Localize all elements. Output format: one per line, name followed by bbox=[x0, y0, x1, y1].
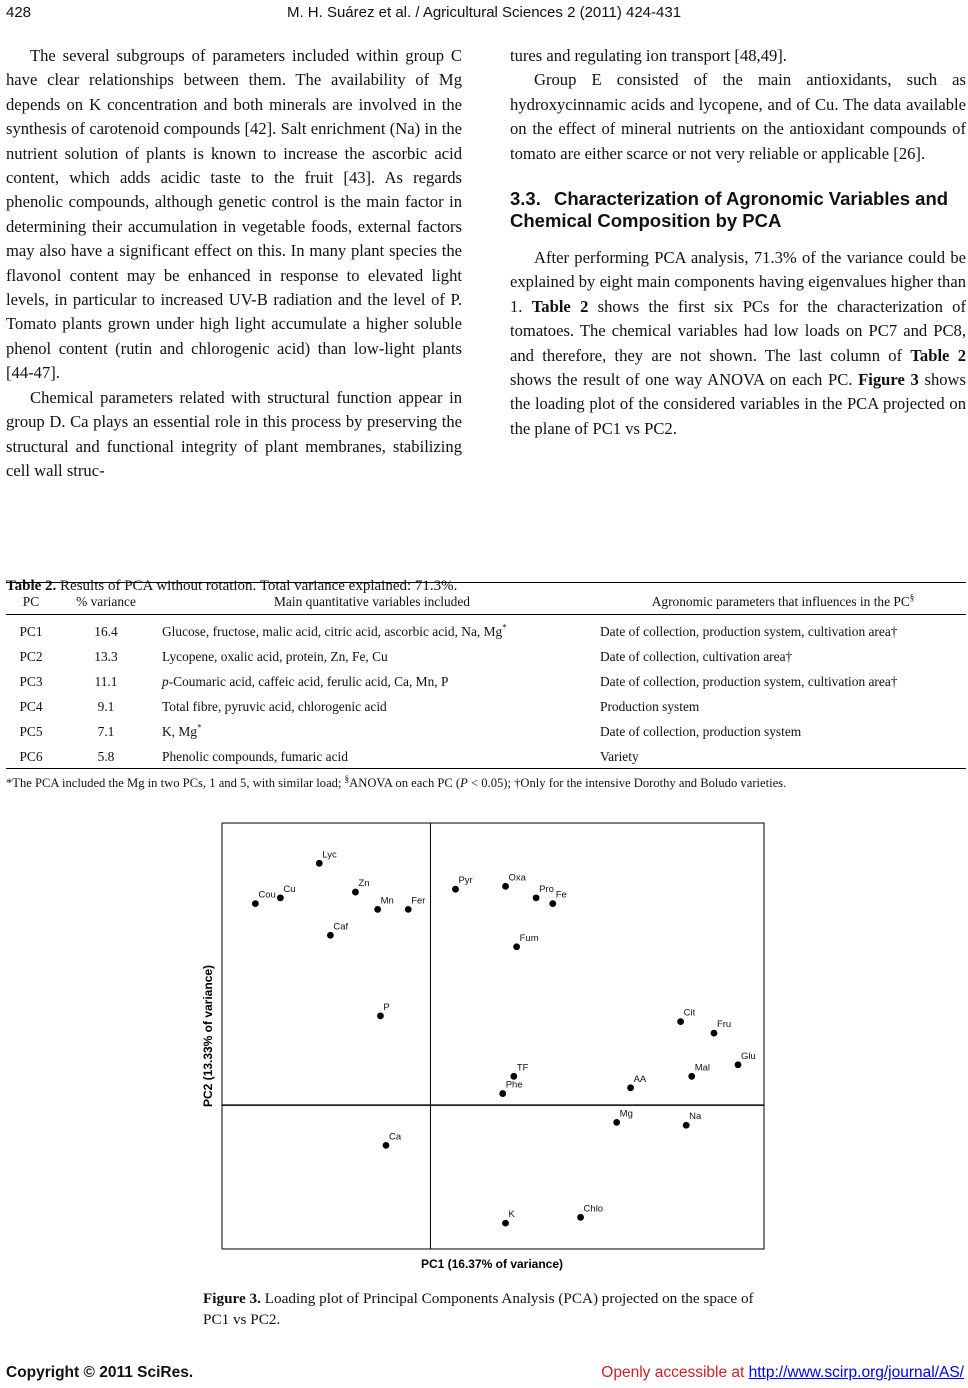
point-aa bbox=[627, 1084, 634, 1091]
cell-sup: * bbox=[502, 622, 507, 633]
cell-agronomic: Date of collection, production system bbox=[600, 724, 802, 739]
point-label-zn: Zn bbox=[358, 878, 370, 890]
point-k bbox=[502, 1220, 509, 1227]
point-oxa bbox=[502, 883, 509, 890]
cell-variance: 11.1 bbox=[94, 674, 118, 689]
cell-pc: PC1 bbox=[19, 624, 43, 639]
left-column bbox=[6, 44, 462, 483]
table-header-rule bbox=[6, 614, 966, 615]
header-main-variables: Main quantitative variables included bbox=[274, 594, 470, 609]
table-row bbox=[6, 695, 966, 720]
table-ref-2[interactable]: Table 2 bbox=[910, 345, 966, 365]
point-fru bbox=[711, 1030, 718, 1037]
point-label-cu: Cu bbox=[283, 883, 296, 895]
cell-agronomic: Date of collection, cultivation area† bbox=[600, 649, 793, 664]
point-fer bbox=[405, 906, 412, 913]
cell-main-text: K, Mg bbox=[162, 724, 197, 739]
point-label-mg: Mg bbox=[619, 1108, 633, 1120]
header-agronomic-text: Agronomic parameters that influences in the PC bbox=[651, 594, 910, 609]
point-fe bbox=[549, 900, 556, 907]
section-title: Characterization of Agronomic Variables and Chemical Composition by PCA bbox=[510, 188, 949, 232]
y-axis-label: PC2 (13.33% of variance) bbox=[201, 964, 215, 1108]
point-label-fe: Fe bbox=[555, 889, 567, 901]
cell-main-text: Lycopene, oxalic acid, protein, Zn, Fe, Cu bbox=[162, 649, 388, 664]
point-label-cou: Cou bbox=[258, 889, 276, 901]
cell-main-variables bbox=[162, 624, 507, 640]
cell-pc: PC4 bbox=[19, 699, 43, 714]
point-p bbox=[377, 1012, 384, 1019]
point-label-pyr: Pyr bbox=[458, 875, 473, 887]
table-row bbox=[6, 670, 966, 695]
header-variance: % variance bbox=[76, 594, 136, 609]
running-title: M. H. Suárez et al. / Agricultural Sciences 2 (2011) 424-431 bbox=[286, 4, 682, 21]
table-header-row bbox=[6, 590, 966, 615]
page-number: 428 bbox=[6, 4, 32, 21]
paragraph-group-e: Group E consisted of the main antioxidants, such as hydroxycinnamic acids and lycopene, and of Cu. The data available on the effect of mineral nutrients on the antioxidant compounds of tomato are either scarce or not very reliable or applicable [26]. bbox=[510, 70, 966, 163]
cell-agronomic: Variety bbox=[600, 749, 639, 764]
cell-sup: * bbox=[196, 722, 202, 733]
page-header bbox=[0, 0, 968, 26]
cell-pc: PC6 bbox=[19, 749, 43, 764]
point-lyc bbox=[316, 860, 323, 867]
paragraph-continuation: tures and regulating ion transport [48,49]. bbox=[510, 46, 787, 65]
pca-text-d: shows the loading plot of the considered variables in the PCA projected on the plane of PC1 vs PC2. bbox=[510, 370, 966, 438]
right-column bbox=[510, 44, 966, 441]
paragraph-pca bbox=[510, 246, 966, 441]
figure-caption bbox=[203, 1288, 783, 1330]
table-caption-text: Results of PCA without rotation. Total variance explained: 71.3%. bbox=[56, 578, 458, 594]
pca-text-c: shows the result of one way ANOVA on each PC. bbox=[510, 370, 859, 390]
table-row bbox=[6, 645, 966, 670]
pca-loading-plot bbox=[200, 818, 770, 1278]
point-label-mal: Mal bbox=[694, 1062, 711, 1074]
cell-main-variables bbox=[162, 724, 201, 740]
point-label-fer: Fer bbox=[411, 895, 426, 907]
figure-caption-text: Loading plot of Principal Components Analysis (PCA) projected on the space of PC1 vs PC2. bbox=[203, 1290, 754, 1328]
figure-ref[interactable]: Figure 3 bbox=[858, 370, 919, 390]
note-sup: § bbox=[344, 773, 350, 784]
cell-main-italic: p bbox=[162, 674, 169, 689]
point-label-mn: Mn bbox=[380, 895, 394, 907]
point-mg bbox=[613, 1119, 620, 1126]
section-heading bbox=[510, 188, 966, 232]
cell-agronomic: Production system bbox=[600, 699, 700, 714]
cell-agronomic: Date of collection, production system, cultivation area† bbox=[600, 674, 898, 689]
pca-text-b: shows the first six PCs for the characterization of tomatoes. The chemical variables had low loads on PC7 and PC8, and therefore, they are not shown. The last column of bbox=[510, 296, 967, 365]
cell-variance: 13.3 bbox=[94, 649, 118, 664]
paragraph-group-d: Chemical parameters related with structural function appear in group D. Ca plays an essential role in this process by preserving the structural and functional integrity of plant membranes, stabilizing cell wall struc- bbox=[6, 387, 462, 480]
copyright: Copyright © 2011 SciRes. bbox=[6, 1364, 194, 1381]
note-c: < 0.05); †Only for the intensive Dorothy and Boludo varieties. bbox=[467, 776, 787, 790]
plot-points bbox=[252, 849, 756, 1226]
point-label-k: K bbox=[508, 1209, 515, 1221]
point-pro bbox=[533, 894, 540, 901]
point-label-chlo: Chlo bbox=[583, 1203, 604, 1215]
figure-caption-label: Figure 3. bbox=[203, 1290, 261, 1307]
cell-main-variables bbox=[162, 699, 387, 715]
table-top-rule bbox=[6, 582, 966, 583]
point-na bbox=[683, 1122, 690, 1129]
point-label-lyc: Lyc bbox=[322, 849, 337, 861]
point-phe bbox=[499, 1090, 506, 1097]
plot-axes bbox=[222, 823, 764, 1249]
table-caption-label: Table 2. bbox=[6, 578, 57, 594]
cell-variance: 9.1 bbox=[97, 699, 115, 714]
note-p: P bbox=[460, 776, 468, 790]
open-access-text: Openly accessible at bbox=[601, 1364, 749, 1381]
cell-main-text: Total fibre, pyruvic acid, chlorogenic acid bbox=[162, 699, 387, 714]
header-sup: § bbox=[909, 592, 915, 603]
cell-main-variables bbox=[162, 749, 348, 765]
table-row bbox=[6, 620, 966, 645]
figure-3 bbox=[200, 818, 770, 1278]
plot-frame bbox=[222, 823, 764, 1249]
point-pyr bbox=[452, 886, 459, 893]
note-b: ANOVA on each PC ( bbox=[349, 776, 461, 790]
cell-main-text: -Coumaric acid, caffeic acid, ferulic acid, Ca, Mn, P bbox=[168, 674, 449, 689]
cell-main-text: Phenolic compounds, fumaric acid bbox=[162, 749, 348, 764]
point-label-pro: Pro bbox=[539, 883, 554, 895]
open-access-note bbox=[601, 1364, 964, 1382]
point-zn bbox=[352, 889, 359, 896]
pca-text-a: After performing PCA analysis, 71.3% of the variance could be explained by eight main components having eigenvalues higher than 1. bbox=[510, 248, 966, 316]
point-label-p: P bbox=[383, 1001, 390, 1013]
cell-variance: 5.8 bbox=[97, 749, 115, 764]
note-a: *The PCA included the Mg in two PCs, 1 and 5, with similar load; bbox=[6, 776, 345, 790]
point-glu bbox=[735, 1061, 742, 1068]
header-agronomic bbox=[600, 594, 966, 610]
point-label-aa: AA bbox=[633, 1073, 647, 1085]
cell-variance: 7.1 bbox=[97, 724, 115, 739]
point-fum bbox=[513, 943, 520, 950]
x-axis-label: PC1 (16.37% of variance) bbox=[420, 1257, 564, 1271]
point-label-phe: Phe bbox=[505, 1079, 523, 1091]
point-label-caf: Caf bbox=[333, 921, 349, 933]
point-label-na: Na bbox=[689, 1111, 702, 1123]
paragraph-group-c: The several subgroups of parameters included within group C have clear relationships between them. The availability of Mg depends on K concentration and both minerals are involved in the synthesis of carotenoid compounds [42]. Salt enrichment (Na) in the nutrient solution of plants is known to increase the ascorbic acid content, which adds acidic taste to the fruit [43]. As regards phenolic compounds, although genetic control is the main factor in determining their accumulation in vegetable foods, external factors may also have a significant effect on this. In many plant species the flavonol content may be enhanced in response to elevated light levels, in particular to increased UV-B radiation and the level of P. Tomato plants grown under high light accumulate a higher soluble phenol content (rutin and chlorogenic acid) than low-light plants [44-47]. bbox=[6, 46, 462, 383]
point-label-glu: Glu bbox=[741, 1050, 756, 1062]
point-caf bbox=[327, 932, 334, 939]
cell-main-text: Glucose, fructose, malic acid, citric acid, ascorbic acid, Na, Mg bbox=[162, 624, 503, 639]
section-number: 3.3. bbox=[510, 188, 541, 210]
table-row bbox=[6, 720, 966, 745]
header-pc: PC bbox=[22, 594, 40, 609]
point-ca bbox=[383, 1142, 390, 1149]
journal-link[interactable]: http://www.scirp.org/journal/AS/ bbox=[748, 1364, 964, 1381]
point-mn bbox=[374, 906, 381, 913]
cell-agronomic: Date of collection, production system, cultivation area† bbox=[600, 624, 898, 639]
point-label-fru: Fru bbox=[716, 1019, 732, 1031]
cell-pc: PC2 bbox=[19, 649, 43, 664]
table-row bbox=[6, 745, 966, 770]
table-footnote bbox=[6, 773, 787, 791]
cell-pc: PC5 bbox=[19, 724, 43, 739]
cell-main-variables bbox=[162, 649, 388, 665]
point-cu bbox=[277, 894, 284, 901]
page-footer bbox=[0, 1364, 968, 1386]
point-mal bbox=[688, 1073, 695, 1080]
point-label-ca: Ca bbox=[388, 1131, 402, 1143]
point-cou bbox=[252, 900, 259, 907]
cell-pc: PC3 bbox=[19, 674, 43, 689]
point-cit bbox=[677, 1018, 684, 1025]
point-label-fum: Fum bbox=[519, 932, 539, 944]
point-chlo bbox=[577, 1214, 584, 1221]
point-label-oxa: Oxa bbox=[508, 872, 526, 884]
table-ref[interactable]: Table 2 bbox=[531, 296, 589, 316]
cell-main-variables bbox=[162, 674, 448, 690]
point-label-cit: Cit bbox=[683, 1007, 696, 1019]
cell-variance: 16.4 bbox=[94, 624, 118, 639]
point-label-tf: TF bbox=[516, 1062, 529, 1074]
table-bottom-rule bbox=[6, 768, 966, 769]
